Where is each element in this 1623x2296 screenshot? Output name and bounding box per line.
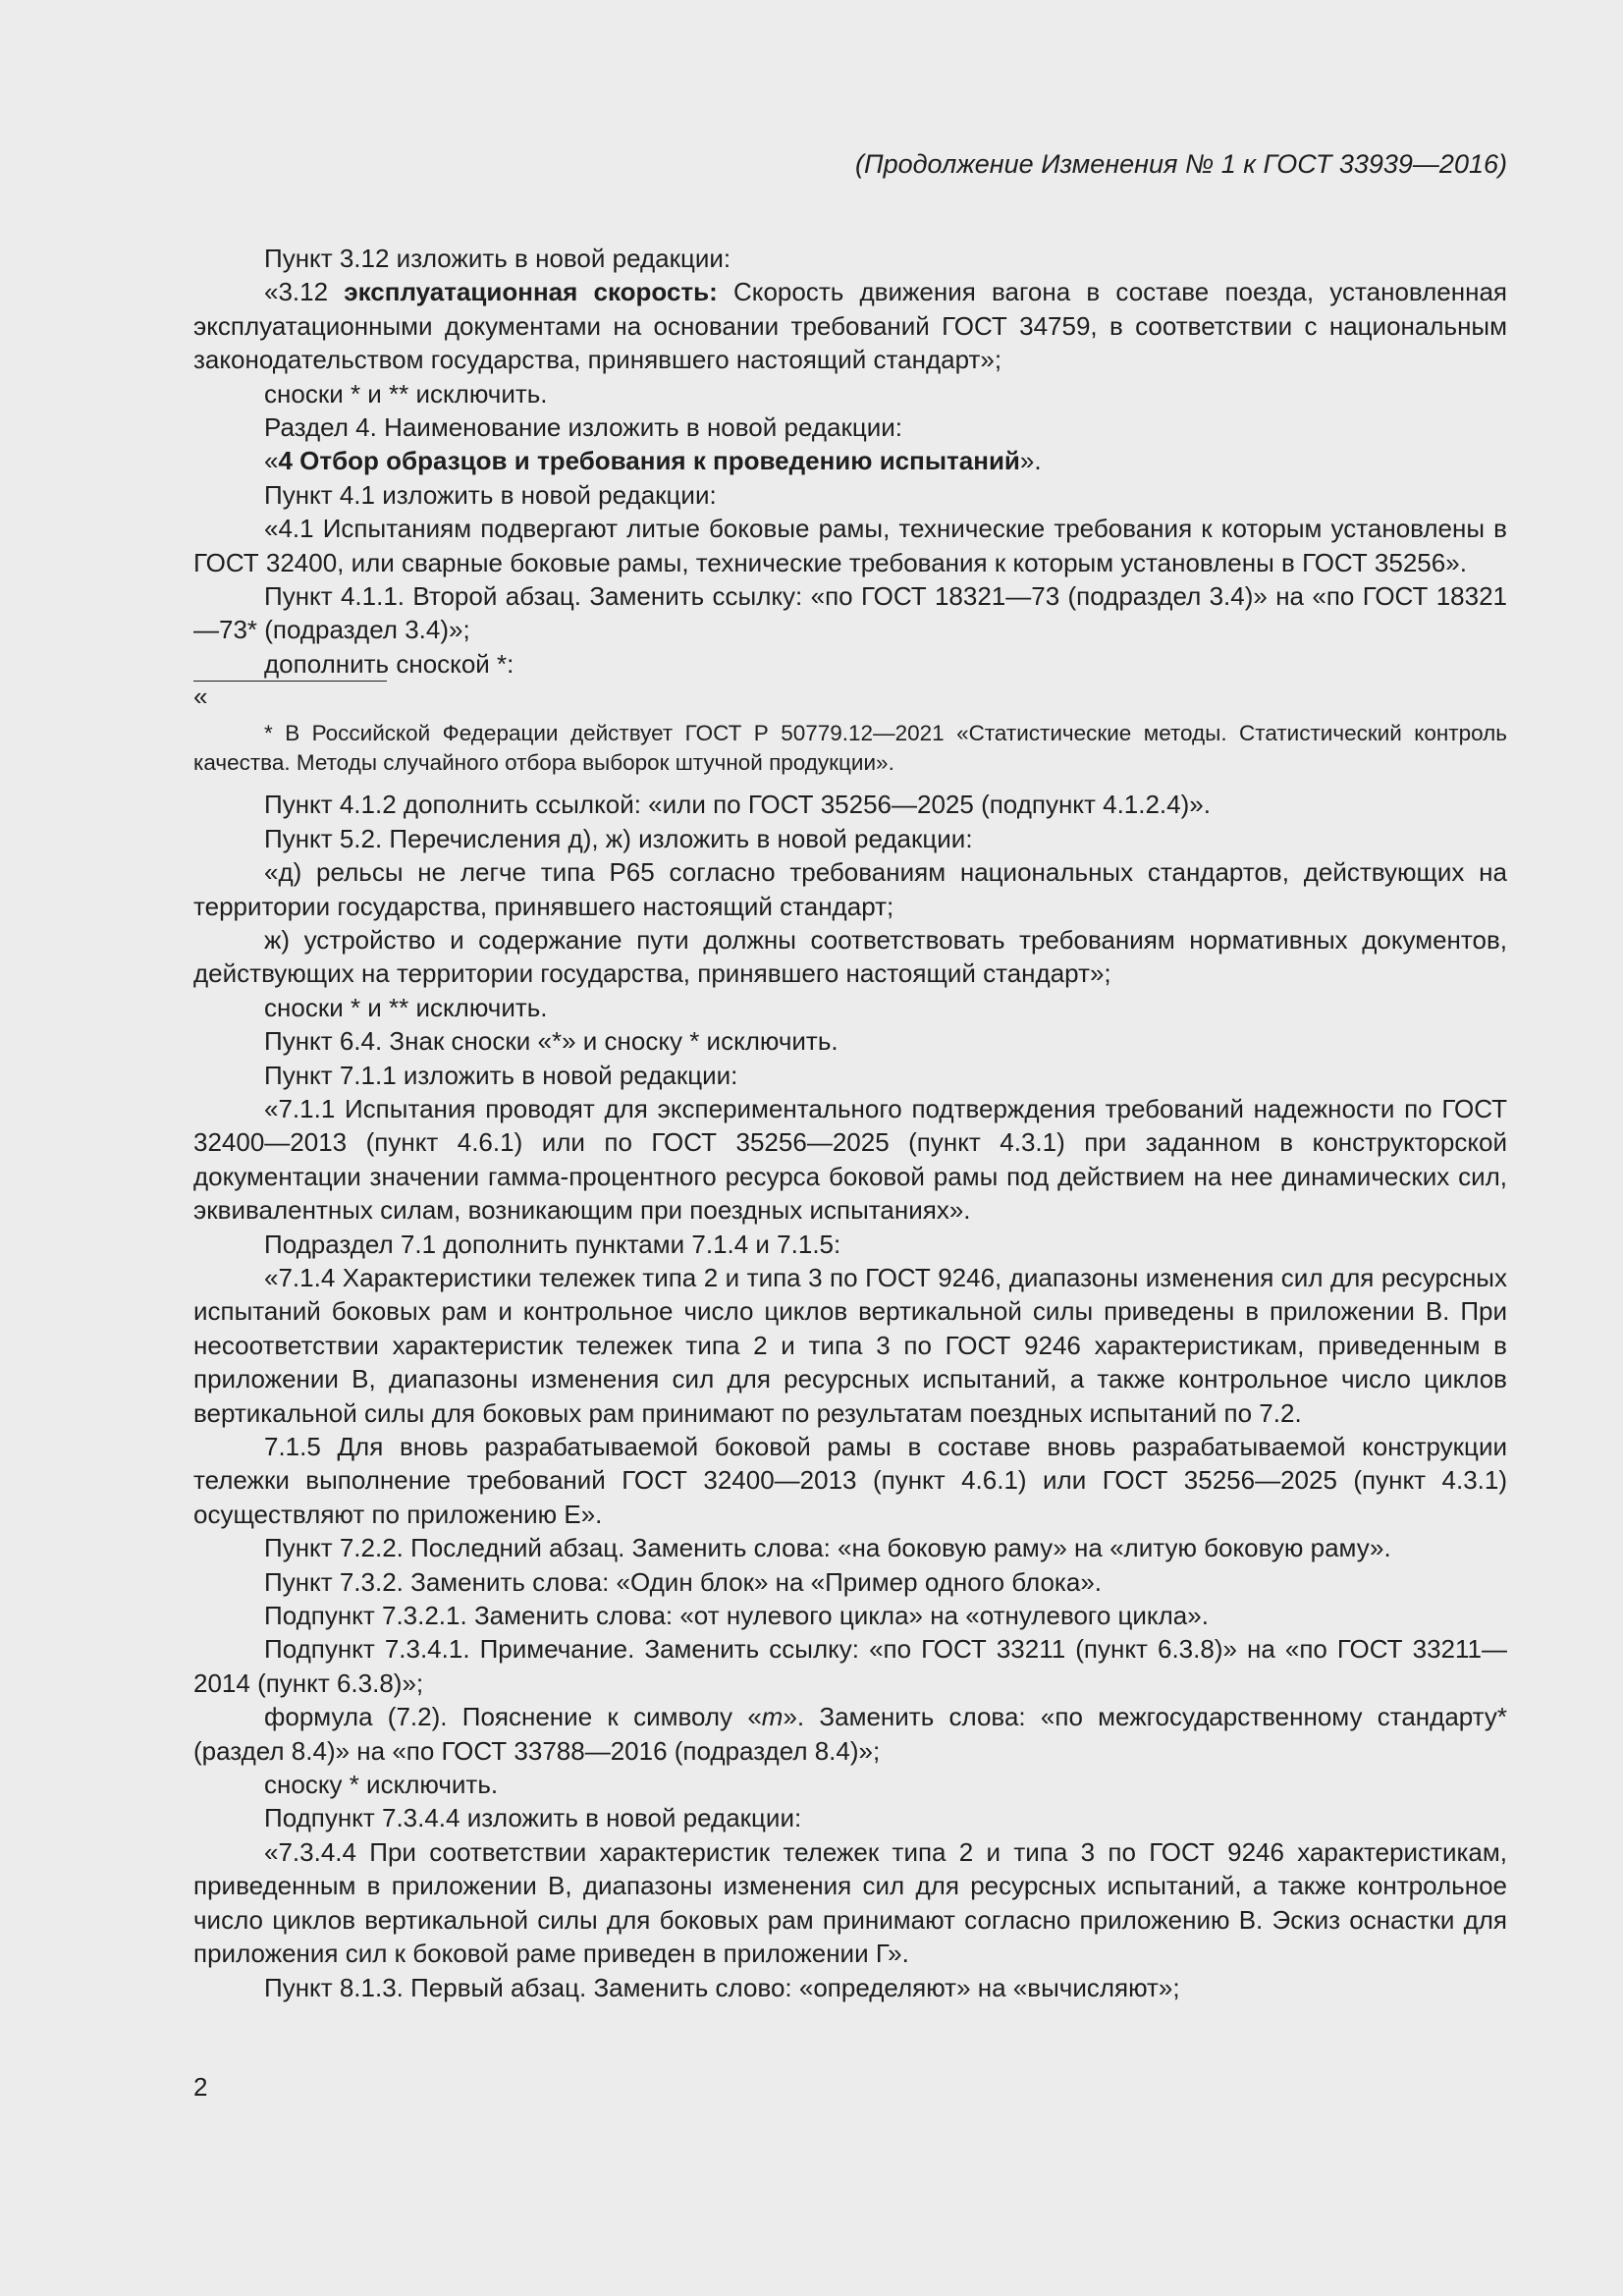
page-number: 2 <box>193 2072 208 2102</box>
paragraph-6: Пункт 4.1 изложить в новой редакции: <box>264 479 717 510</box>
paragraph-13: ж) устройство и содержание пути должны соответствовать требованиям нормативных документов, действующих на территории государства, принявшего настоящий стандарт»; <box>193 924 1507 989</box>
paragraph-29: Пункт 8.1.3. Первый абзац. Заменить слово: «определяют» на «вычисляют»; <box>264 1972 1180 2002</box>
paragraph-17: «7.1.1 Испытания проводят для экспериментального подтверждения требований надежности по ГОСТ 32400—2013 (пункт 4.6.1) или по ГОСТ 35256—2025 (пункт 4.3.1) при заданном в конструкторской документации значении гамма-процентного ресурса боковой рамы под действием на нее динамических сил, эквивалентных силам, возникающим при поездных испытаниях». <box>193 1093 1507 1226</box>
paragraph-10: Пункт 4.1.2 дополнить ссылкой: «или по ГОСТ 35256—2025 (подпункт 4.1.2.4)». <box>264 790 1211 820</box>
footnote-quote-mark: « <box>193 682 208 712</box>
paragraph-2: «3.12 эксплуатационная скорость: Скорость движения вагона в составе поезда, установленная эксплуатационными документами на основании требований ГОСТ 34759, в соответствии с национальным законодательством государства, принявшего настоящий стандарт»; <box>193 277 1508 375</box>
paragraph-3: сноски * и ** исключить. <box>264 378 548 409</box>
paragraph-21: Пункт 7.2.2. Последний абзац. Заменить слова: «на боковую раму» на «литую боковую раму». <box>264 1533 1391 1563</box>
paragraph-22: Пункт 7.3.2. Заменить слова: «Один блок» на «Пример одного блока». <box>264 1566 1103 1597</box>
paragraph-7: «4.1 Испытаниям подвергают литые боковые рамы, технические требования к которым установлены в ГОСТ 32400, или сварные боковые рамы, технические требования к которым установлены в ГОСТ 35256». <box>193 514 1507 577</box>
running-header: (Продолжение Изменения № 1 к ГОСТ 33939—2016) <box>855 149 1507 179</box>
footnote: * В Российской Федерации действует ГОСТ Р 50779.12—2021 «Статистические методы. Статистический контроль качества. Методы случайного отбора выборок штучной продукции». <box>193 721 1507 776</box>
paragraph-18: Подраздел 7.1 дополнить пунктами 7.1.4 и 7.1.5: <box>264 1229 841 1259</box>
paragraph-28: «7.3.4.4 При соответствии характеристик тележек типа 2 и типа 3 по ГОСТ 9246 характеристикам, приведенным в приложении В, диапазоны изменения сил для ресурсных испытаний, а также контрольное число циклов вертикальной силы для боковых рам принимают согласно приложению В. Эскиз оснастки для приложения сил к боковой раме приведен в приложении Г». <box>193 1836 1507 1969</box>
paragraph-27: Подпункт 7.3.4.4 изложить в новой редакции: <box>264 1803 802 1833</box>
paragraph-19: «7.1.4 Характеристики тележек типа 2 и типа 3 по ГОСТ 9246, диапазоны изменения сил для ресурсных испытаний боковых рам и контрольное число циклов вертикальной силы приведены в приложении В. При несоответствии характеристик тележек типа 2 и типа 3 по ГОСТ 9246 характеристикам, приведенным в приложении В, диапазоны изменения сил для ресурсных испытаний, а также контрольное число циклов вертикальной силы для боковых рам принимают по результатам поездных испытаний по 7.2. <box>193 1262 1507 1428</box>
paragraph-23: Подпункт 7.3.2.1. Заменить слова: «от нулевого цикла» на «отнулевого цикла». <box>264 1601 1209 1631</box>
section-title-bold: 4 Отбор образцов и требования к проведению испытаний <box>278 446 1020 476</box>
paragraph-1: Пункт 3.12 изложить в новой редакции: <box>264 244 731 273</box>
paragraph-12: «д) рельсы не легче типа Р65 согласно требованиям национальных стандартов, действующих на территории государства, принявшего настоящий стандарт; <box>193 857 1507 921</box>
paragraph-26: сноску * исключить. <box>264 1770 499 1800</box>
paragraph-15: Пункт 6.4. Знак сноски «*» и сноску * исключить. <box>264 1026 839 1057</box>
paragraph-5: «4 Отбор образцов и требования к проведению испытаний». <box>264 446 1042 476</box>
term-bold: эксплуатационная скорость: <box>344 277 718 307</box>
paragraph-9: дополнить сноской *: <box>264 648 514 679</box>
paragraph-24: Подпункт 7.3.4.1. Примечание. Заменить ссылку: «по ГОСТ 33211 (пункт 6.3.8)» на «по ГОСТ 33211—2014 (пункт 6.3.8)»; <box>193 1634 1507 1698</box>
paragraph-4: Раздел 4. Наименование изложить в новой редакции: <box>264 412 902 443</box>
document-body <box>193 242 1507 2004</box>
paragraph-20: 7.1.5 Для вновь разрабатываемой боковой рамы в составе вновь разрабатываемой конструкции тележки выполнение требований ГОСТ 32400—2013 (пункт 4.6.1) или ГОСТ 35256—2025 (пункт 4.3.1) осуществляют по приложению Е». <box>193 1432 1507 1529</box>
paragraph-25: формула (7.2). Пояснение к символу «m». Заменить слова: «по межгосударственному стандарту* (раздел 8.4)» на «по ГОСТ 33788—2016 (подраздел 8.4)»; <box>193 1702 1507 1766</box>
paragraph-14: сноски * и ** исключить. <box>264 992 548 1022</box>
paragraph-8: Пункт 4.1.1. Второй абзац. Заменить ссылку: «по ГОСТ 18321—73 (подраздел 3.4)» на «по ГОСТ 18321—73* (подраздел 3.4)»; <box>193 581 1507 645</box>
symbol-italic: m <box>761 1702 784 1732</box>
paragraph-11: Пункт 5.2. Перечисления д), ж) изложить в новой редакции: <box>264 823 973 853</box>
paragraph-16: Пункт 7.1.1 изложить в новой редакции: <box>264 1060 738 1090</box>
